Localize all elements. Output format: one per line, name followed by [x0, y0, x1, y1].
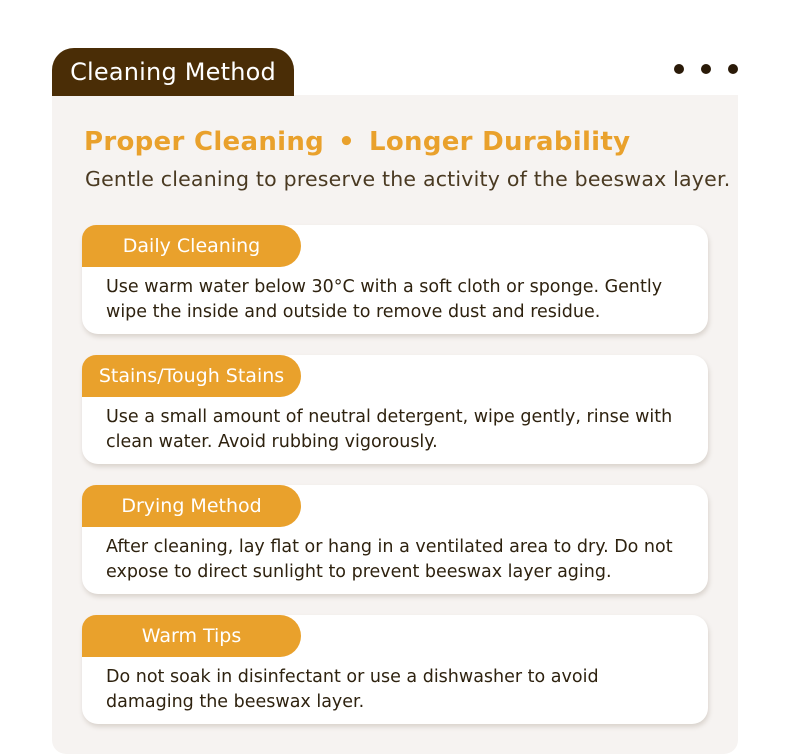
card-text: Use a small amount of neutral detergent, wipe gently, rinse with clean water. Avoid rubbing vigorously.	[106, 407, 673, 452]
headline	[84, 122, 630, 162]
more-horizontal-icon[interactable]	[674, 62, 738, 76]
card-text: Do not soak in disinfectant or use a dishwasher to avoid damaging the beeswax layer.	[106, 667, 599, 712]
section-title: Cleaning Method	[52, 48, 294, 96]
card-stains	[82, 355, 708, 464]
dot	[674, 64, 684, 74]
card-label: Daily Cleaning	[82, 225, 301, 267]
card-daily-cleaning	[82, 225, 708, 334]
card-label: Stains/Tough Stains	[82, 355, 301, 397]
card-warm-tips	[82, 615, 708, 724]
dot	[728, 64, 738, 74]
card-label: Drying Method	[82, 485, 301, 527]
card-text: After cleaning, lay flat or hang in a ventilated area to dry. Do not expose to direct sunlight to prevent beeswax layer aging.	[106, 537, 673, 582]
card-drying-method	[82, 485, 708, 594]
headline-separator: •	[338, 127, 355, 157]
card-text: Use warm water below 30°C with a soft cloth or sponge. Gently wipe the inside and outside to remove dust and residue.	[106, 277, 663, 322]
subtitle: Gentle cleaning to preserve the activity of the beeswax layer.	[85, 167, 731, 191]
dot	[701, 64, 711, 74]
card-label: Warm Tips	[82, 615, 301, 657]
headline-right: Longer Durability	[369, 127, 631, 157]
headline-left: Proper Cleaning	[84, 127, 325, 157]
